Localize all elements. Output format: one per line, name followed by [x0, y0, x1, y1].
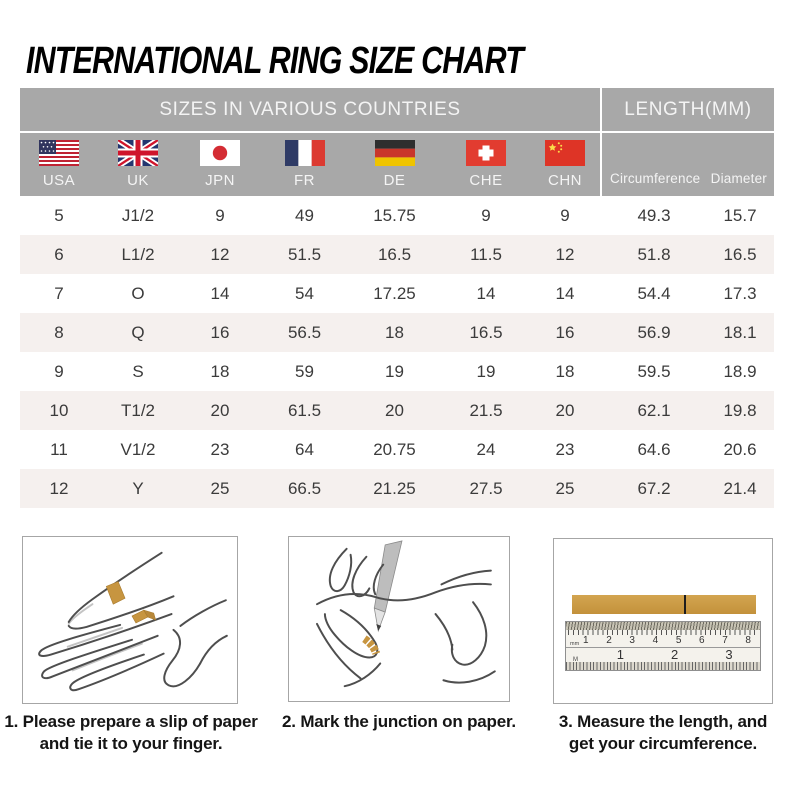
column-header-usa [20, 133, 98, 196]
table-cell: 49 [295, 205, 314, 225]
table-cell: T1/2 [120, 400, 156, 420]
group-header-length: LENGTH(MM) [602, 88, 774, 131]
table-cell: 20.6 [723, 439, 757, 459]
table-cell: 17.25 [373, 283, 416, 303]
table-cell: 20 [385, 400, 404, 420]
usa-flag-icon [39, 140, 79, 166]
table-group-header-row [20, 88, 774, 131]
table-cell: 9 [481, 205, 491, 225]
switzerland-flag-icon [466, 140, 506, 166]
table-cell: 51.8 [637, 244, 671, 264]
table-row [20, 235, 774, 274]
caption-line: and tie it to your finger. [39, 734, 223, 753]
ruler-inch-number: 1 [616, 647, 624, 662]
table-cell: 21.25 [373, 478, 416, 498]
column-code-usa: USA [42, 172, 76, 189]
column-header-uk [98, 133, 178, 196]
hand-with-paper-strip-illustration [23, 537, 237, 703]
table-cell: 25 [555, 478, 575, 498]
hands-marking-with-pen-illustration [289, 537, 509, 701]
table-cell: 64 [295, 439, 314, 459]
japan-flag-icon [200, 140, 240, 166]
table-cell: 5 [54, 205, 64, 225]
ruler-inch-number: 3 [725, 647, 733, 662]
table-cell: 54 [295, 283, 314, 303]
table-cell: 49.3 [637, 205, 671, 225]
ruler-inch-unit-label: M [573, 657, 578, 663]
table-row [20, 469, 774, 508]
table-cell: L1/2 [121, 244, 155, 264]
ruler-cm-number: 6 [699, 635, 705, 646]
ruler-cm-scale [566, 635, 760, 646]
ruler-cm-number: 2 [606, 635, 612, 646]
table-cell: 16.5 [377, 244, 412, 264]
table-cell: 23 [210, 439, 230, 459]
column-code-de: DE [383, 172, 406, 189]
table-body [20, 196, 774, 508]
table-cell: 6 [54, 244, 64, 264]
table-cell: 56.9 [637, 322, 671, 342]
column-code-uk: UK [127, 172, 149, 189]
column-code-fr: FR [294, 172, 315, 189]
table-cell: 59 [295, 361, 314, 381]
table-cell: 12 [555, 244, 575, 264]
table-cell: 23 [555, 439, 575, 459]
instruction-box-3 [553, 538, 773, 704]
table-cell: 16.5 [469, 322, 503, 342]
table-cell: 67.2 [637, 478, 671, 498]
table-row [20, 391, 774, 430]
table-cell: 16 [555, 322, 575, 342]
ruler-cm-number: 5 [675, 635, 682, 646]
column-header-jpn [178, 133, 262, 196]
table-cell: 11 [50, 439, 68, 459]
page-title: INTERNATIONAL RING SIZE CHART [26, 40, 523, 82]
table-cell: 27.5 [469, 478, 503, 498]
column-header-che [442, 133, 530, 196]
table-cell: 14 [555, 283, 575, 303]
table-cell: 14 [476, 283, 496, 303]
paper-strip-graphic [572, 595, 756, 614]
table-cell: 51.5 [287, 244, 322, 264]
uk-flag-icon [118, 140, 158, 166]
table-cell: 20 [210, 400, 230, 420]
france-flag-icon [285, 140, 325, 166]
ruler-cm-number: 7 [722, 635, 728, 646]
instruction-caption-2 [264, 711, 534, 733]
ruler-inch-scale [566, 648, 760, 662]
table-cell: 15.7 [723, 205, 757, 225]
table-cell: 62.1 [637, 400, 671, 420]
table-cell: 9 [215, 205, 225, 225]
table-cell: 16.5 [723, 244, 757, 264]
table-cell: 21.4 [723, 478, 757, 498]
table-cell: 8 [54, 322, 64, 342]
instruction-caption-1 [0, 711, 266, 755]
table-row [20, 352, 774, 391]
table-flag-header-row [20, 133, 774, 196]
column-code-chn: CHN [548, 172, 582, 189]
table-cell: 56.5 [287, 322, 322, 342]
table-cell: 16 [210, 322, 230, 342]
table-cell: 61.5 [287, 400, 322, 420]
table-cell: 19 [385, 361, 404, 381]
table-cell: 18.1 [723, 322, 757, 342]
table-row [20, 196, 774, 235]
table-cell: 18 [385, 322, 404, 342]
ruler-mm-unit-label: mm [570, 641, 580, 647]
caption-line: 1. Please prepare a slip of paper [4, 712, 258, 731]
column-code-jpn: JPN [205, 172, 235, 189]
diameter-column-header: Diameter [710, 171, 767, 186]
germany-flag-icon [375, 140, 415, 166]
table-cell: 9 [560, 205, 570, 225]
table-cell: 64.6 [637, 439, 671, 459]
table-cell: 11.5 [470, 244, 502, 264]
table-cell: J1/2 [121, 205, 155, 225]
table-cell: 15.75 [373, 205, 416, 225]
instruction-box-2 [288, 536, 510, 702]
ruler-cm-number: 3 [629, 635, 635, 646]
ruler-graphic [565, 621, 761, 671]
table-cell: V1/2 [120, 439, 156, 459]
group-header-sizes: SIZES IN VARIOUS COUNTRIES [20, 88, 600, 131]
circumference-column-header: Circumference [610, 171, 701, 186]
length-column-headers [602, 133, 774, 196]
table-cell: 7 [54, 283, 64, 303]
paper-strip-mark [684, 595, 686, 614]
caption-line: 2. Mark the junction on paper. [282, 712, 516, 731]
table-row [20, 313, 774, 352]
table-cell: S [132, 361, 144, 381]
table-cell: 21.5 [469, 400, 503, 420]
ruler-top-edge [566, 622, 760, 630]
china-flag-icon [545, 140, 585, 166]
table-cell: 17.3 [723, 283, 757, 303]
table-cell: 20.75 [373, 439, 416, 459]
table-cell: Q [131, 322, 145, 342]
table-cell: 10 [49, 400, 69, 420]
ruler-cm-number: 8 [745, 635, 751, 646]
caption-line: 3. Measure the length, and [558, 712, 768, 731]
caption-line: get your circumference. [568, 734, 758, 753]
table-cell: 54.4 [637, 283, 671, 303]
column-header-de [347, 133, 442, 196]
ruler-inch-number: 2 [671, 647, 679, 662]
instruction-box-1 [22, 536, 238, 704]
ruler-cm-number: 1 [583, 635, 589, 646]
ruler-cm-number: 4 [652, 635, 659, 646]
table-cell: 12 [210, 244, 230, 264]
table-cell: 20 [555, 400, 575, 420]
ruler-bottom-ticks [566, 662, 760, 670]
table-cell: 18 [555, 361, 575, 381]
table-cell: 59.5 [637, 361, 671, 381]
table-cell: 25 [210, 478, 230, 498]
column-code-che: CHE [469, 172, 503, 189]
table-cell: 66.5 [287, 478, 322, 498]
column-header-fr [262, 133, 347, 196]
column-header-chn [530, 133, 600, 196]
instruction-caption-3 [528, 711, 798, 755]
table-cell: 19 [476, 361, 496, 381]
table-cell: 9 [54, 361, 64, 381]
table-cell: 12 [49, 478, 69, 498]
table-cell: 14 [210, 283, 230, 303]
table-cell: 24 [476, 439, 496, 459]
table-row [20, 274, 774, 313]
ring-size-table [20, 88, 774, 508]
table-cell: 18 [210, 361, 230, 381]
table-row [20, 430, 774, 469]
table-cell: 19.8 [723, 400, 757, 420]
table-cell: Y [132, 478, 144, 498]
table-cell: O [131, 283, 145, 303]
table-cell: 18.9 [723, 361, 757, 381]
